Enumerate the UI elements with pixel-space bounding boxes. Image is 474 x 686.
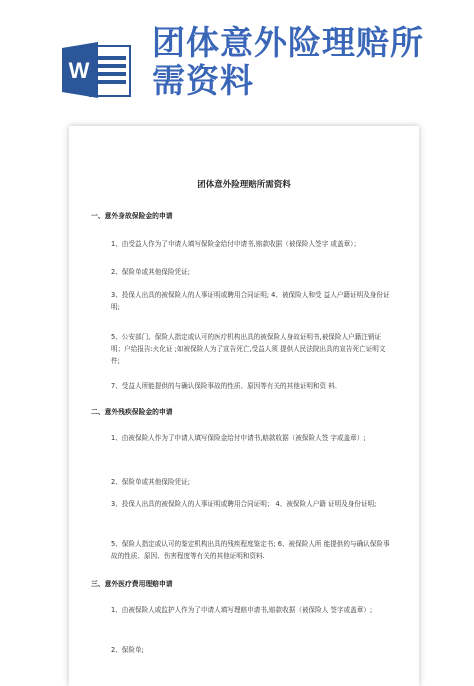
word-document-icon	[62, 40, 132, 100]
list-item: 2、保险单;	[111, 646, 144, 654]
list-item: 5、公安部门、保险人指定或认可的医疗机构出具的被保险人身故证明书,被保险人户籍注销证明；户给报告:火化证 ;如被保险人为了宣告死亡,受益人须 提供人民法院出具的宣告死亡证明文件;	[111, 333, 386, 365]
list-item: 2、保险单或其他保险凭证;	[111, 478, 190, 486]
list-item: 5、保险人指定或认可的鉴定机构出具的残疾程度鉴定书; 6、被保险人所 能提供的与确认保险事故的性质、原因、伤害程度等有关的其他证明和资料.	[111, 540, 390, 560]
document-page	[69, 126, 419, 686]
list-item: 3、投保人出具的被保险人的人事证明或聘用合同证明； 4、被保险人户籍 证明及身份证明;	[111, 500, 377, 508]
list-item: 7、受益人所能提供的与确认保险事故的性质、原因等有关的其他证明和资 料.	[111, 382, 337, 390]
document-title: 团体意外险理赔所需资料	[197, 180, 291, 190]
list-item: 2、保险单或其他保险凭证;	[111, 268, 190, 276]
section-heading: 二、意外残疾保险金的申请	[91, 408, 173, 416]
list-item: 3、投保人出具的被保险人的人事证明或聘用合同证明; 4、被保险人和受 益人户籍证明及身份证明;	[111, 291, 390, 311]
svg-text:W: W	[68, 58, 90, 83]
banner-title: 团体意外险理赔所需资料	[152, 23, 424, 100]
banner	[0, 0, 474, 112]
section-heading: 一、意外身故保险金的申请	[91, 212, 173, 220]
list-item: 1、由被保险人作为了申请人填写保险金给付申请书,赔款收据（被保险人签 字或盖章）;	[111, 434, 366, 442]
list-item: 1、由被保险人或监护人作为了申请人填写理赔申请书,赔款收据（被保险人 签字或盖章）;	[111, 606, 373, 614]
section-heading: 三、意外医疗费用理赔申请	[91, 580, 173, 588]
list-item: 1、由受益人作为了申请人填写保险金给付申请书,赔款收据（被保险人签字 或盖章）；	[111, 240, 361, 248]
